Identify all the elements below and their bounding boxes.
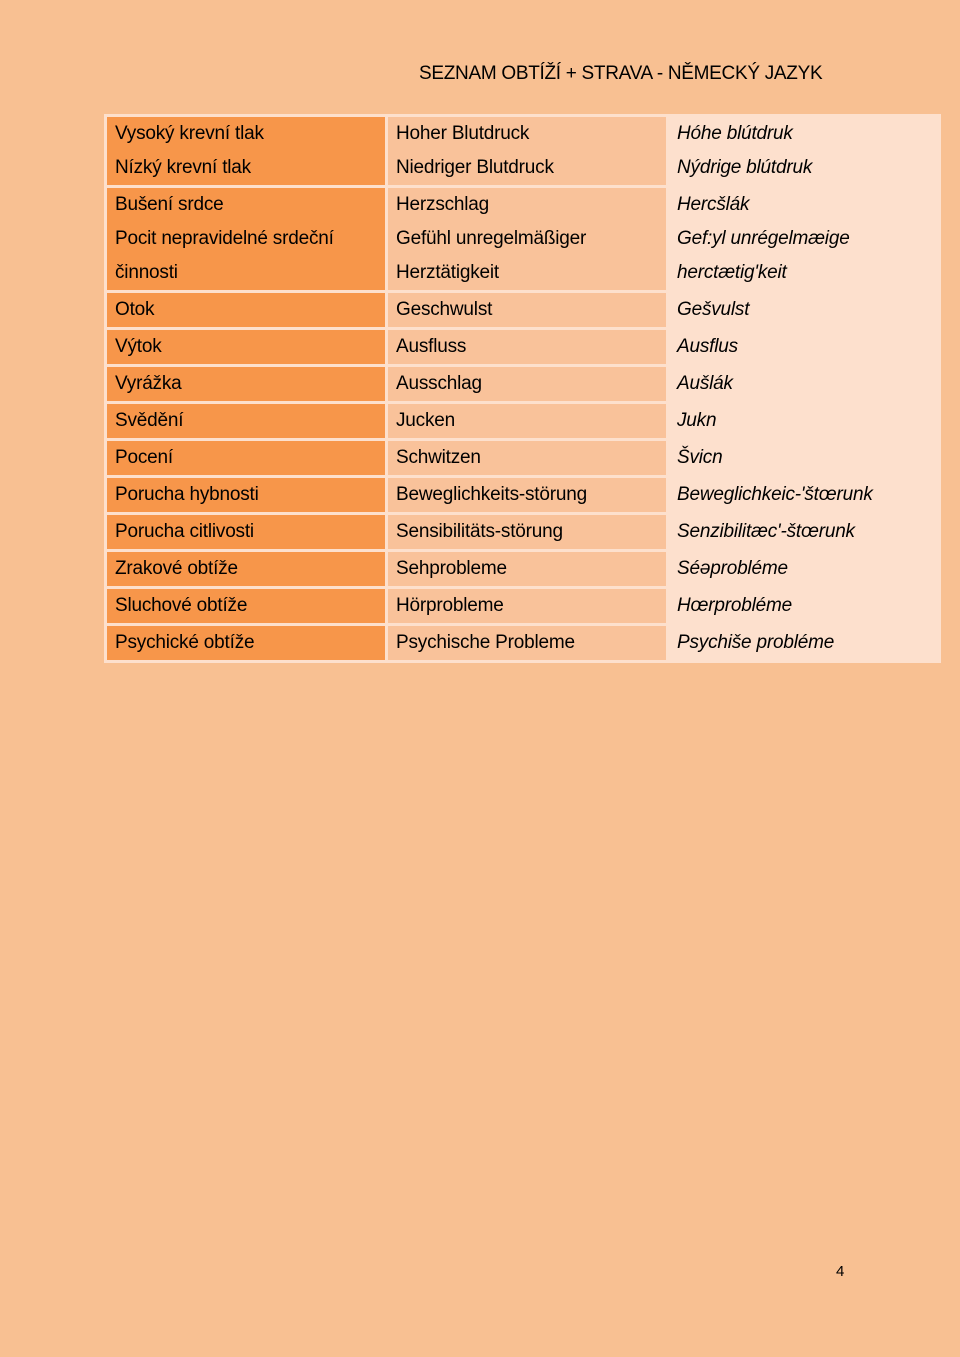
- german-term-cell: [387, 477, 668, 514]
- german-term: Hörprobleme: [396, 595, 504, 616]
- table-row: [106, 514, 940, 551]
- table-row: [106, 551, 940, 588]
- czech-term: Vyrážka: [115, 373, 182, 394]
- phonetic-term-cell: [668, 514, 940, 551]
- phonetic-term: Nýdrige blútdruk: [677, 157, 813, 178]
- phonetic-term-cell: [668, 187, 940, 292]
- czech-term-cell: [106, 588, 387, 625]
- czech-term-cell: [106, 116, 387, 187]
- phonetic-term-cell: [668, 292, 940, 329]
- czech-term: Vysoký krevní tlak: [115, 123, 264, 144]
- phonetic-term-cell: [668, 588, 940, 625]
- table-row: [106, 292, 940, 329]
- german-term: Schwitzen: [396, 447, 481, 468]
- czech-term-cell: [106, 292, 387, 329]
- german-term-cell: [387, 514, 668, 551]
- czech-term: Otok: [115, 299, 155, 320]
- table-row: [106, 329, 940, 366]
- table-row: [106, 366, 940, 403]
- czech-term-cell: [106, 187, 387, 292]
- czech-term-cell: [106, 625, 387, 662]
- phonetic-term-cell: [668, 403, 940, 440]
- czech-term-cell: [106, 329, 387, 366]
- phonetic-term: Ausflus: [677, 336, 738, 357]
- phonetic-term-cell: [668, 116, 940, 187]
- phonetic-term: Beweglichkeic-'štœrunk: [677, 484, 873, 505]
- german-term: Jucken: [396, 410, 456, 431]
- czech-term: Sluchové obtíže: [115, 595, 248, 616]
- german-term: Sensibilitäts-störung: [396, 521, 563, 542]
- phonetic-term: Hóhe blútdruk: [677, 123, 793, 144]
- glossary-table: [104, 114, 941, 663]
- czech-term-cell: [106, 551, 387, 588]
- phonetic-term: Aušlák: [677, 373, 733, 394]
- phonetic-term: Jukn: [677, 410, 717, 431]
- czech-term-cell: [106, 440, 387, 477]
- page-title: SEZNAM OBTÍŽÍ + STRAVA - NĚMECKÝ JAZYK: [419, 63, 823, 84]
- german-term-cell: [387, 187, 668, 292]
- german-term: Geschwulst: [396, 299, 493, 320]
- phonetic-term-cell: [668, 625, 940, 662]
- table-row: [106, 477, 940, 514]
- german-term: Gefühl unregelmäßiger: [396, 228, 587, 249]
- czech-term: Pocení: [115, 447, 173, 468]
- german-term-cell: [387, 292, 668, 329]
- table-row: [106, 187, 940, 292]
- table-row: [106, 403, 940, 440]
- czech-term: činnosti: [115, 262, 178, 283]
- czech-term: Svědění: [115, 410, 184, 431]
- phonetic-term-cell: [668, 477, 940, 514]
- german-term: Ausfluss: [396, 336, 467, 357]
- czech-term-cell: [106, 403, 387, 440]
- german-term-cell: [387, 625, 668, 662]
- german-term-cell: [387, 329, 668, 366]
- german-term: Psychische Probleme: [396, 632, 575, 653]
- phonetic-term: Gef:yl unrégelmæige: [677, 228, 850, 249]
- czech-term: Bušení srdce: [115, 194, 224, 215]
- czech-term-cell: [106, 477, 387, 514]
- phonetic-term: Senzibilitæc'-štœrunk: [677, 521, 855, 542]
- czech-term: Výtok: [115, 336, 162, 357]
- german-term-cell: [387, 116, 668, 187]
- german-term: Herzschlag: [396, 194, 490, 215]
- phonetic-term-cell: [668, 440, 940, 477]
- czech-term: Porucha hybnosti: [115, 484, 259, 505]
- table-row: [106, 588, 940, 625]
- german-term-cell: [387, 551, 668, 588]
- phonetic-term: herctætig'keit: [677, 262, 787, 283]
- czech-term: Porucha citlivosti: [115, 521, 254, 542]
- table-row: [106, 625, 940, 662]
- page-number: 4: [836, 1263, 845, 1280]
- czech-term: Pocit nepravidelné srdeční: [115, 228, 334, 249]
- german-term: Herztätigkeit: [396, 262, 499, 283]
- czech-term-cell: [106, 366, 387, 403]
- german-term: Sehprobleme: [396, 558, 507, 579]
- german-term: Hoher Blutdruck: [396, 123, 530, 144]
- german-term-cell: [387, 366, 668, 403]
- german-term: Beweglichkeits-störung: [396, 484, 587, 505]
- german-term-cell: [387, 440, 668, 477]
- table-row: [106, 116, 940, 187]
- phonetic-term: Psychiše probléme: [677, 632, 835, 653]
- phonetic-term: Hercšlák: [677, 194, 750, 215]
- czech-term-cell: [106, 514, 387, 551]
- german-term: Niedriger Blutdruck: [396, 157, 554, 178]
- german-term: Ausschlag: [396, 373, 482, 394]
- german-term-cell: [387, 403, 668, 440]
- czech-term: Nízký krevní tlak: [115, 157, 251, 178]
- phonetic-term-cell: [668, 551, 940, 588]
- czech-term: Psychické obtíže: [115, 632, 255, 653]
- phonetic-term-cell: [668, 366, 940, 403]
- czech-term: Zrakové obtíže: [115, 558, 238, 579]
- phonetic-term: Séəprobléme: [677, 558, 788, 579]
- table-row: [106, 440, 940, 477]
- phonetic-term: Gešvulst: [677, 299, 750, 320]
- phonetic-term-cell: [668, 329, 940, 366]
- german-term-cell: [387, 588, 668, 625]
- phonetic-term: Hœrprobléme: [677, 595, 792, 616]
- phonetic-term: Švicn: [677, 447, 723, 468]
- glossary-body: [106, 116, 940, 662]
